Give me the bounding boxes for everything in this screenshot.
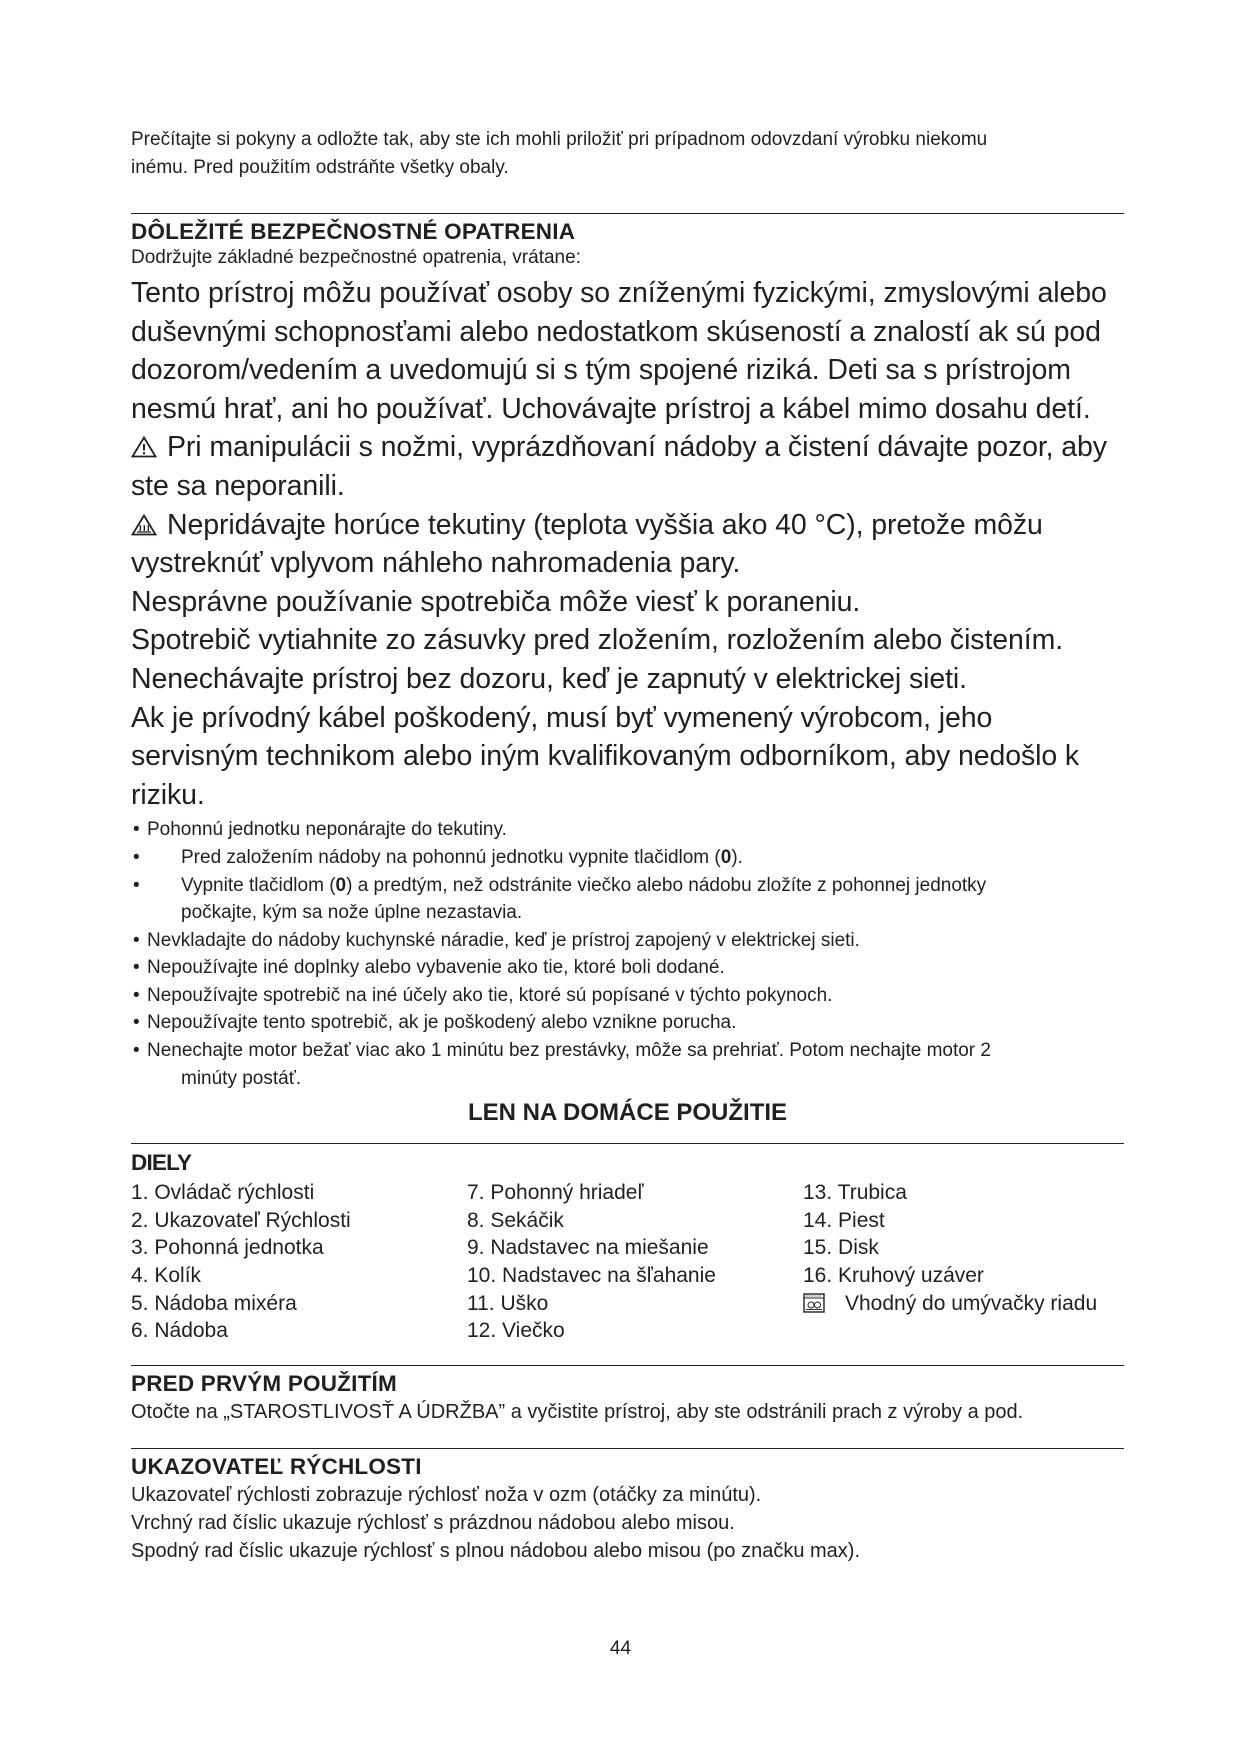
speed-line: Vrchný rad číslic ukazuje rýchlosť s prázdnou nádobou alebo misou. [131, 1512, 735, 1535]
list-item: • Pred založením nádoby na pohonnú jednotku vypnite tlačidlom (0). [133, 846, 743, 868]
list-item: 16. Kruhový uzáver [803, 1264, 984, 1288]
page-number: 44 [609, 1638, 632, 1659]
speed-line: Ukazovateľ rýchlosti zobrazuje rýchlosť noža v ozm (otáčky za minútu). [131, 1484, 762, 1507]
parts-title: DIELY [131, 1150, 192, 1176]
list-item: 11. Uško [467, 1291, 549, 1315]
list-item: • Nevkladajte do nádoby kuchynské náradie, keď je prístroj zapojený v elektrickej sieti. [133, 929, 860, 951]
warning-paragraph: Nepridávajte horúce tekutiny (teplota vyššia ako 40 °C), pretože môžu vystreknúť vplyvom náhleho nahromadenia pary. [131, 508, 1043, 580]
warning-paragraph: Ak je prívodný kábel poškodený, musí byť vymenený výrobcom, jeho servisným technikom alebo iným kvalifikovaným odborníkom, aby nedošlo k riziku. [131, 701, 1080, 811]
warning-paragraph: Spotrebič vytiahnite zo zásuvky pred zložením, rozložením alebo čistením. [131, 624, 1064, 657]
dishwasher-icon [803, 1293, 825, 1313]
divider [131, 1365, 1124, 1366]
list-item: • Nepoužívajte iné doplnky alebo vybavenie ako tie, ktoré boli dodané. [133, 957, 725, 979]
divider [131, 213, 1124, 214]
list-item: 12. Viečko [467, 1319, 565, 1343]
safety-title: DÔLEŽITÉ BEZPEČNOSTNÉ OPATRENIA [131, 219, 576, 244]
list-item: Vhodný do umývačky riadu [803, 1290, 1097, 1318]
intro-line-1: Prečítajte si pokyny a odložte tak, aby ste ich mohli priložiť pri prípadnom odovzdaní výrobku niekomu [131, 129, 988, 150]
household-use-heading: LEN NA DOMÁCE POUŽITIE [467, 1099, 788, 1127]
list-item: 4. Kolík [131, 1264, 202, 1288]
list-item: 14. Piest [803, 1208, 885, 1232]
first-use-text: Otočte na „STAROSTLIVOSŤ A ÚDRŽBA” a vyčistite prístroj, aby ste odstránili prach z výroby a pod. [131, 1401, 1024, 1424]
list-item: 7. Pohonný hriadeľ [467, 1181, 644, 1205]
parts-column-2 [467, 1179, 716, 1345]
list-item: • Pohonnú jednotku neponárajte do tekutiny. [133, 819, 507, 841]
content-column [131, 126, 1124, 1565]
list-item: • Nepoužívajte spotrebič na iné účely ako tie, ktoré sú popísané v týchto pokynoch. [133, 984, 833, 1006]
warning-paragraph: Pri manipulácii s nožmi, vyprázdňovaní nádoby a čistení dávajte pozor, aby ste sa neporanili. [131, 431, 1107, 502]
warning-paragraph: Nesprávne používanie spotrebiča môže viesť k poraneniu. [131, 585, 861, 618]
intro-line-2: inému. Pred použitím odstráňte všetky obaly. [131, 157, 509, 178]
speed-indicator-title: UKAZOVATEĽ RÝCHLOSTI [131, 1454, 422, 1480]
warning-paragraph: Tento prístroj môžu používať osoby so zníženými fyzickými, zmyslovými alebo duševnými schopnosťami alebo nedostatkom skúseností a znalostí ak sú pod dozorom/vedením a uvedomujú si s tým spojené riziká. Deti sa s prístrojom nesmú hrať, ani ho používať. Uchovávajte prístroj a kábel mimo dosahu detí. [131, 277, 1107, 425]
safety-warnings [131, 274, 1124, 814]
list-item: 3. Pohonná jednotka [131, 1236, 324, 1260]
list-item: 8. Sekáčik [467, 1208, 564, 1232]
list-item: 9. Nadstavec na miešanie [467, 1236, 709, 1260]
list-item: 15. Disk [803, 1236, 879, 1260]
divider [131, 1448, 1124, 1449]
list-item: • Nepoužívajte tento spotrebič, ak je poškodený alebo vznikne porucha. [133, 1012, 737, 1034]
hot-surface-warning-icon [131, 514, 157, 536]
parts-column-3 [803, 1179, 1097, 1317]
list-item: 10. Nadstavec na šľahanie [467, 1264, 716, 1288]
divider [131, 1143, 1124, 1144]
speed-line: Spodný rad číslic ukazuje rýchlosť s plnou nádobou alebo misou (po značku max). [131, 1540, 861, 1563]
intro-paragraph [131, 126, 1124, 182]
list-item: • Vypnite tlačidlom (0) a predtým, než odstránite viečko alebo nádobu zložíte z pohonnej jednotky počkajte, kým sa nože úplne nezastavia. [133, 874, 987, 924]
parts-list [131, 1179, 1124, 1347]
list-item: 5. Nádoba mixéra [131, 1291, 297, 1315]
list-item: 6. Nádoba [131, 1319, 228, 1343]
warning-paragraph: Nenechávajte prístroj bez dozoru, keď je zapnutý v elektrickej sieti. [131, 662, 967, 695]
list-item: • Nenechajte motor bežať viac ako 1 minútu bez prestávky, môže sa prehriať. Potom nechajte motor 2 minúty postáť. [133, 1040, 991, 1089]
safety-subtitle: Dodržujte základné bezpečnostné opatrenia, vrátane: [131, 247, 581, 268]
warning-triangle-icon [131, 436, 157, 458]
list-item: 1. Ovládač rýchlosti [131, 1181, 315, 1205]
first-use-title: PRED PRVÝM POUŽITÍM [131, 1371, 397, 1397]
safety-bullet-list [131, 816, 1124, 1092]
list-item: 2. Ukazovateľ Rýchlosti [131, 1208, 351, 1232]
parts-column-1 [131, 1179, 351, 1345]
list-item: 13. Trubica [803, 1181, 907, 1205]
